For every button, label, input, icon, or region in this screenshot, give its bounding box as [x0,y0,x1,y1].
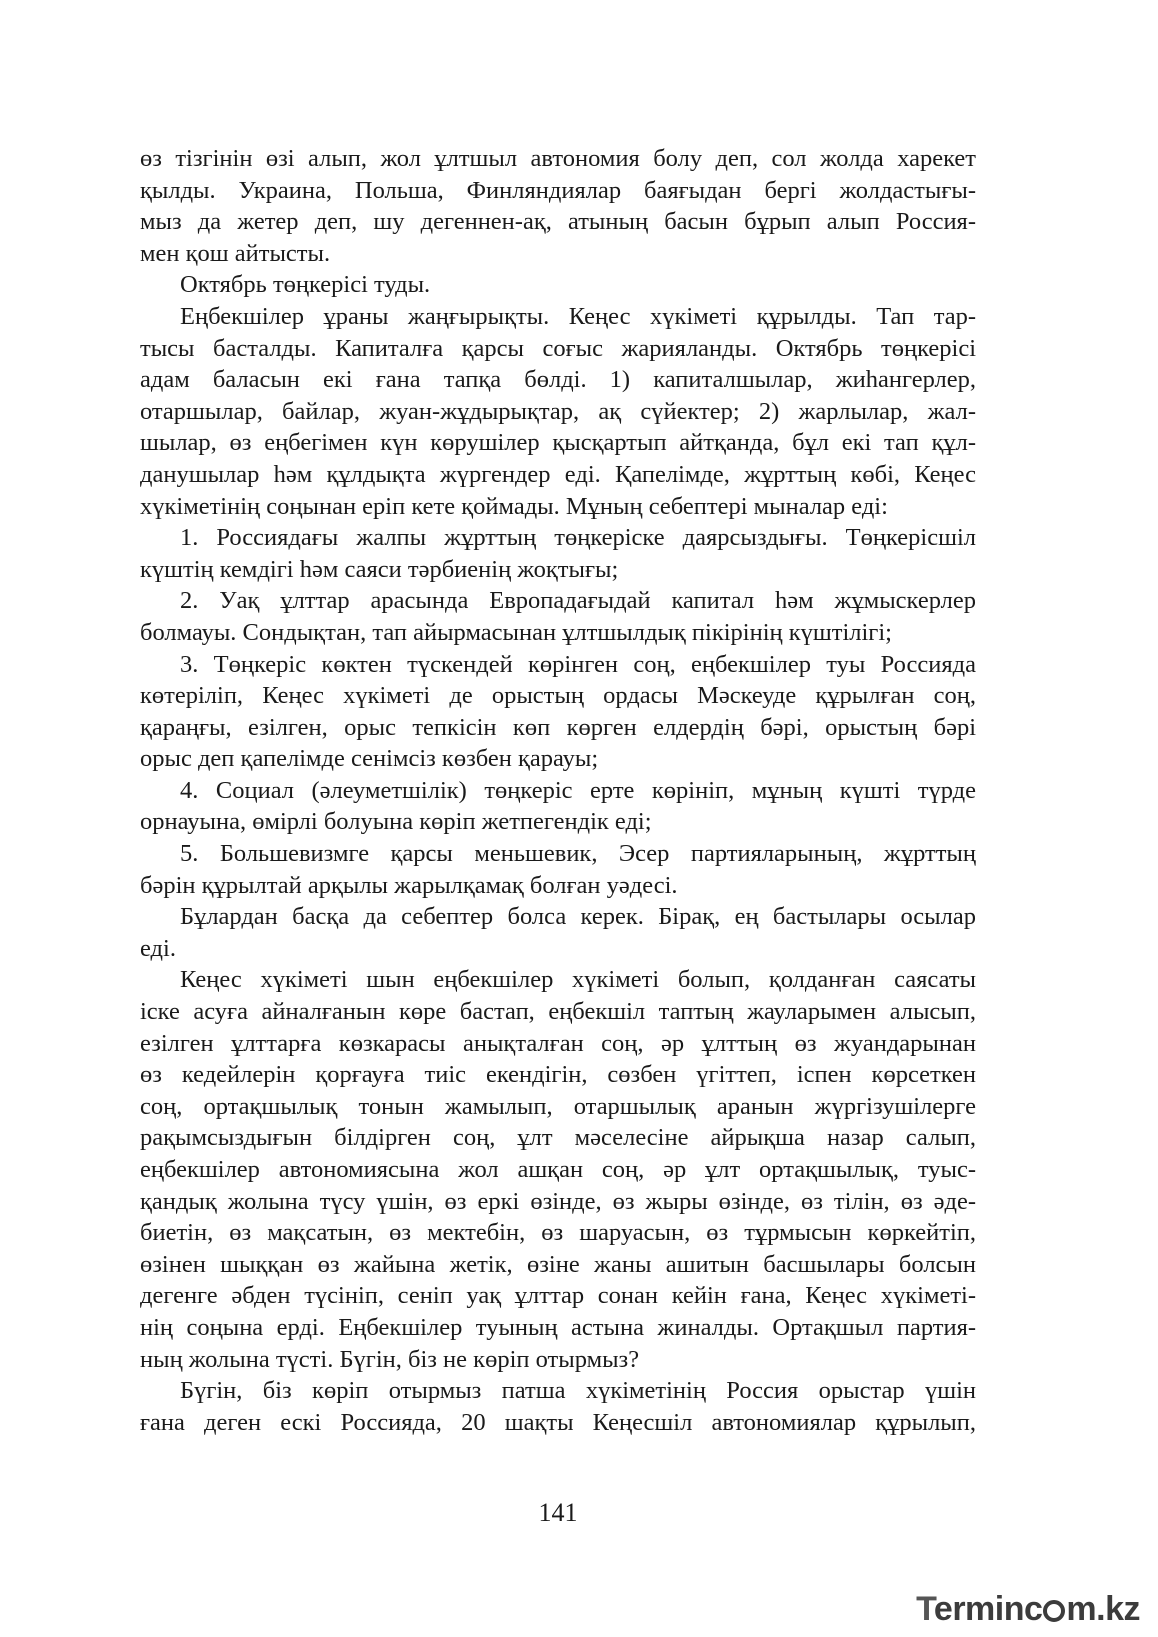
text-line: өз тізгінін өзі алып, жол ұлтшыл автономия болу деп, сол жолда харекет [140,145,976,172]
text-line: орнауына, өмірлі болуына көріп жетпегендік еді; [140,808,652,836]
text-line: мыз да жетер деп, шу дегеннен-ақ, атының басын бұрып алып Россия- [140,208,976,236]
text-line: шылар, өз еңбегімен күн көрушілер қысқартып айтқанда, бұл екі тап құл- [140,429,976,457]
logo-letter-t: T [916,1590,934,1628]
text-line: езілген ұлттарға көзкарасы анықталған соң, әр ұлттың өз жуандарынан [140,1029,976,1057]
page-number: 141 [538,1498,578,1527]
text-line: қараңғы, езілген, орыс тепкісін көп көрген елдердің бәрі, орыстың бәрі [140,713,976,741]
text-line: көтеріліп, Кеңес хүкіметі де орыстың ордасы Мәскеуде құрылған соң, [140,682,976,710]
text-line: ның жолына түсті. Бүгін, біз не көріп отырмыз? [140,1345,640,1373]
text-line: өзінен шыққан өз жайына жетік, өзіне жаны ашитын басшылары болсын [140,1250,976,1278]
text-line: еді. [140,934,176,962]
text-line: данушылар һәм құлдықта жүргендер еді. Қапелімде, жұрттың көбі, Кеңес [140,460,976,488]
text-line: соң, ортақшылық тонын жамылып, отаршылық аранын жүргізушілерге [140,1092,976,1120]
text-line: нің соңына ерді. Еңбекшілер туының астына жиналды. Ортақшыл партия- [140,1313,976,1341]
text-line: Кеңес хүкіметі шын еңбекшілер хүкіметі болып, қолданған саясаты [180,966,976,994]
text-line: Еңбекшілер ұраны жаңғырықты. Кеңес хүкіметі құрылды. Тап тар- [180,302,976,330]
text-line: өз кедейлерін қорғауға тиіс екендігін, сөзбен үгіттеп, іспен көрсеткен [140,1061,976,1089]
text-line: рақымсыздығын білдірген соң, ұлт мәселесіне айрықша назар салып, [140,1124,976,1152]
text-line: дегенге әбден түсініп, сеніп уақ ұлттар сонан кейін ғана, Кеңес хүкіметі- [140,1282,976,1310]
text-line: тысы басталды. Капиталға қарсы соғыс жарияланды. Октябрь төңкерісі [140,334,976,362]
logo-text-part2: m.kz [1066,1590,1140,1628]
text-line: іске асуға айналғанын көре бастап, еңбекшіл таптың жауларымен алысып, [140,998,976,1026]
text-line: ғана деген ескі Россияда, 20 шақты Кеңесшіл автономиялар құрылып, [140,1408,976,1436]
text-line: қандық жолына түсу үшін, өз еркі өзінде, өз жыры өзінде, өз тілін, өз әде- [140,1187,976,1215]
text-line: қылды. Украина, Польша, Финляндиялар баяғыдан бергі жолдастығы- [140,176,976,204]
text-line: Бұлардан басқа да себептер болса керек. Бірақ, ең бастылары осылар [180,903,976,931]
text-line: орыс деп қапелімде сенімсіз көзбен қарауы; [140,745,599,773]
text-line: хүкіметінің соңынан еріп кете қоймады. Мұның себептері мыналар еді: [140,492,888,520]
text-line: Бүгін, біз көріп отырмыз патша хүкіметінің Россия орыстар үшін [180,1377,976,1405]
text-line: 2. Уақ ұлттар арасында Европадағыдай капитал һәм жұмыскерлер [180,587,976,615]
text-line: 3. Төңкеріс көктен түскендей көрінген соң, еңбекшілер туы Россияда [180,650,976,678]
text-line: 4. Социал (әлеуметшілік) төңкеріс ерте көрініп, мұның күшті түрде [180,776,976,804]
text-line: еңбекшілер автономиясына жол ашқан соң, әр ұлт ортақшылық, туыс- [140,1156,976,1183]
site-logo [916,1590,1140,1629]
text-line: бәрін құрылтай арқылы жарылқамақ болған уәдесі. [140,871,678,899]
text-line: адам баласын екі ғана тапқа бөлді. 1) капиталшылар, жиһангерлер, [140,366,976,394]
text-line: болмауы. Сондықтан, тап айырмасынан ұлтшылдық пікірінің күштілігі; [140,618,892,646]
text-line: мен қош айтысты. [140,239,331,267]
logo-text-part1: erminc [933,1590,1043,1628]
text-line: отаршылар, байлар, жуан-жұдырықтар, ақ сүйектер; 2) жарлылар, жал- [140,397,976,425]
text-line: күштің кемдігі һәм саяси тәрбиенің жоқтығы; [140,555,619,583]
logo-circle-icon [1043,1600,1065,1622]
page-body [140,143,976,1438]
text-line: Октябрь төңкерісі туды. [180,271,431,299]
text-line: 5. Большевизмге қарсы меньшевик, Эсер партияларының, жұрттың [180,840,976,868]
text-line: биетін, өз мақсатын, өз мектебін, өз шаруасын, өз тұрмысын көркейтіп, [140,1219,976,1247]
text-line: 1. Россиядағы жалпы жұрттың төңкеріске даярсыздығы. Төңкерісшіл [180,524,976,552]
